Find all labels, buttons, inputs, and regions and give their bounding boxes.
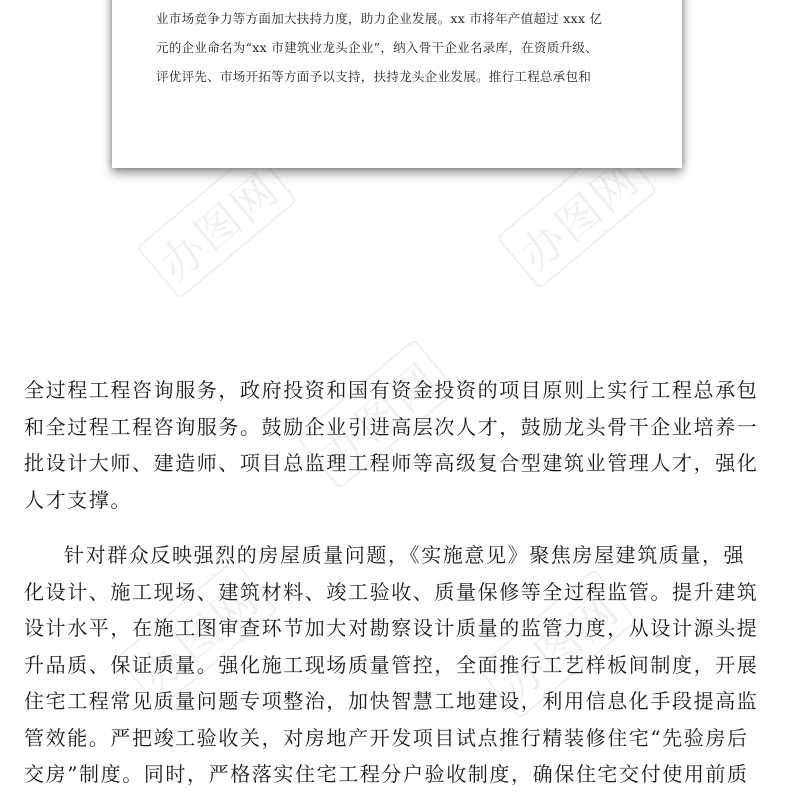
card-text bbox=[156, 4, 646, 91]
paragraph bbox=[24, 537, 759, 793]
watermark-text: 办图网 bbox=[476, 568, 638, 719]
card-line: 评优评先、市场开拓等方面予以支持，扶持龙头企业发展。推行工程总承包和 bbox=[156, 69, 592, 84]
text-line: 升品质、保证质量。强化施工现场质量管控，全面推行工艺样板间制度，开展 bbox=[24, 652, 759, 677]
card-line: 业市场竞争力等方面加大扶持力度，助力企业发展。xx 市将年产值超过 xxx 亿 bbox=[156, 11, 603, 26]
paragraph bbox=[24, 372, 759, 518]
text-line: 全过程工程咨询服务，政府投资和国有资金投资的项目原则上实行工程总承包 bbox=[24, 378, 759, 402]
text-line: 设计水平，在施工图审查环节加大对勘察设计质量的监管力度，从设计源头提 bbox=[24, 616, 759, 640]
text-line: 交房”制度。同时，严格落实住宅工程分户验收制度，确保住宅交付使用前质 bbox=[24, 762, 749, 786]
watermark-text: 办图网 bbox=[496, 138, 658, 289]
document-preview-card bbox=[112, 0, 682, 168]
watermark-text: 办图网 bbox=[136, 148, 298, 299]
watermark-text: 办图网 bbox=[116, 558, 278, 709]
watermark bbox=[136, 148, 298, 299]
text-line: 针对群众反映强烈的房屋质量问题，《实施意见》聚焦房屋建筑质量，强 bbox=[64, 543, 746, 567]
text-line: 化设计、施工现场、建筑材料、竣工验收、质量保修等全过程监管。提升建筑 bbox=[24, 579, 759, 604]
text-line: 管效能。严把竣工验收关，对房地产开发项目试点推行精装修住宅“先验房后 bbox=[24, 725, 749, 750]
text-line: 和全过程工程咨询服务。鼓励企业引进高层次人才，鼓励龙头骨干企业培养一 bbox=[24, 414, 759, 439]
text-line: 住宅工程常见质量问题专项整治，加快智慧工地建设，利用信息化手段提高监 bbox=[24, 689, 759, 713]
text-line: 批设计大师、建造师、项目总监理工程师等高级复合型建筑业管理人才，强化 bbox=[24, 451, 759, 475]
card-line: 元的企业命名为“xx 市建筑业龙头企业”，纳入骨干企业名录库，在资质升级、 bbox=[156, 40, 598, 55]
body-text bbox=[24, 372, 759, 793]
watermark-text: 办图网 bbox=[296, 338, 458, 489]
text-line: 人才支撑。 bbox=[24, 487, 132, 512]
